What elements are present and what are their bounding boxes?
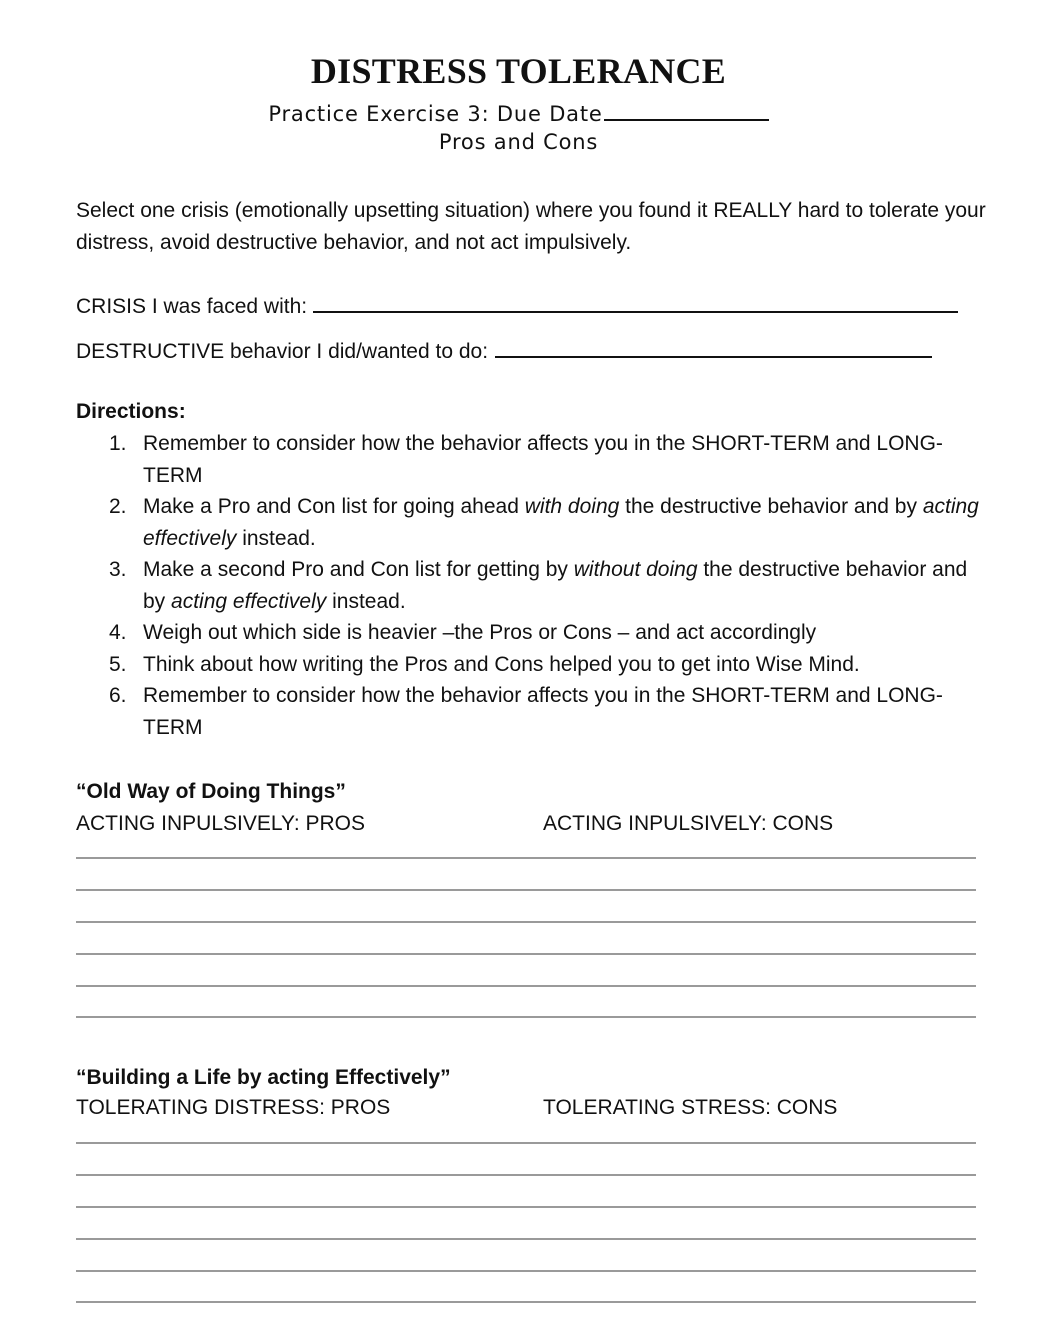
- direction-text: Make a Pro and Con list for going ahead: [143, 495, 525, 518]
- exercise-label: Practice Exercise 3: Due Date: [268, 102, 603, 126]
- tolerating-cons-label: TOLERATING STRESS: CONS: [543, 1096, 838, 1119]
- exercise-subtitle: [0, 97, 1037, 126]
- direction-text: Think about how writing the Pros and Cons helped you to get into Wise Mind.: [143, 652, 860, 676]
- destructive-label: DESTRUCTIVE behavior I did/wanted to do:: [76, 340, 489, 363]
- direction-item: [109, 617, 983, 649]
- new-way-heading: “Building a Life by acting Effectively”: [76, 1066, 451, 1089]
- due-date-field[interactable]: [604, 97, 769, 121]
- directions-heading: Directions:: [76, 400, 186, 423]
- direction-number: 2.: [109, 495, 127, 518]
- impulsive-cons-label: ACTING INPULSIVELY: CONS: [543, 812, 834, 835]
- direction-text: Weigh out which side is heavier –the Pros or Cons – and act accordingly: [143, 621, 817, 644]
- direction-item: [109, 554, 983, 617]
- direction-item: [109, 649, 983, 681]
- direction-emphasis: with doing: [524, 495, 620, 518]
- impulsive-pros-label: ACTING INPULSIVELY: PROS: [76, 812, 366, 835]
- crisis-row: [76, 291, 958, 323]
- directions-list: [109, 428, 983, 743]
- crisis-field[interactable]: [313, 291, 958, 313]
- direction-number: 5.: [109, 652, 127, 676]
- direction-number: 3.: [109, 558, 127, 581]
- tolerating-pros-label: TOLERATING DISTRESS: PROS: [76, 1096, 391, 1119]
- old-way-writing-line[interactable]: [76, 985, 976, 987]
- destructive-row: [76, 336, 932, 368]
- direction-text: Make a second Pro and Con list for getting by: [143, 558, 574, 581]
- direction-text: Remember to consider how the behavior affects you in the SHORT-TERM and LONG-TERM: [143, 684, 943, 739]
- page-title: DISTRESS TOLERANCE: [310, 51, 727, 91]
- direction-item: [109, 680, 983, 743]
- destructive-field[interactable]: [495, 336, 932, 358]
- old-way-writing-line[interactable]: [76, 889, 976, 891]
- direction-text: Remember to consider how the behavior affects you in the SHORT-TERM and LONG-TERM: [143, 432, 943, 487]
- old-way-heading: “Old Way of Doing Things”: [76, 780, 346, 803]
- new-way-writing-line[interactable]: [76, 1270, 976, 1272]
- new-way-writing-line[interactable]: [76, 1142, 976, 1144]
- direction-number: 1.: [109, 432, 127, 455]
- direction-text: instead.: [326, 589, 406, 613]
- new-way-writing-line[interactable]: [76, 1174, 976, 1176]
- direction-item: [109, 491, 983, 554]
- direction-emphasis: without doing: [573, 558, 698, 581]
- direction-item: [109, 428, 983, 491]
- old-way-writing-line[interactable]: [76, 953, 976, 955]
- direction-text: instead.: [236, 526, 316, 550]
- direction-text: the destructive behavior and by: [143, 558, 968, 613]
- topic-subtitle: Pros and Cons: [438, 130, 599, 154]
- new-way-writing-line[interactable]: [76, 1301, 976, 1303]
- direction-number: 6.: [109, 684, 127, 707]
- direction-number: 4.: [109, 621, 127, 644]
- old-way-writing-line[interactable]: [76, 857, 976, 859]
- intro-paragraph: Select one crisis (emotionally upsetting situation) where you found it REALLY hard to tolerate your distress, avoid destructive behavior, and not act impulsively.: [76, 199, 986, 254]
- new-way-writing-line[interactable]: [76, 1238, 976, 1240]
- direction-text: the destructive behavior and by: [619, 495, 923, 518]
- old-way-writing-line[interactable]: [76, 921, 976, 923]
- old-way-writing-line[interactable]: [76, 1016, 976, 1018]
- direction-emphasis: acting effectively: [143, 495, 979, 550]
- direction-emphasis: acting effectively: [171, 589, 327, 613]
- crisis-label: CRISIS I was faced with:: [76, 295, 308, 318]
- new-way-writing-line[interactable]: [76, 1206, 976, 1208]
